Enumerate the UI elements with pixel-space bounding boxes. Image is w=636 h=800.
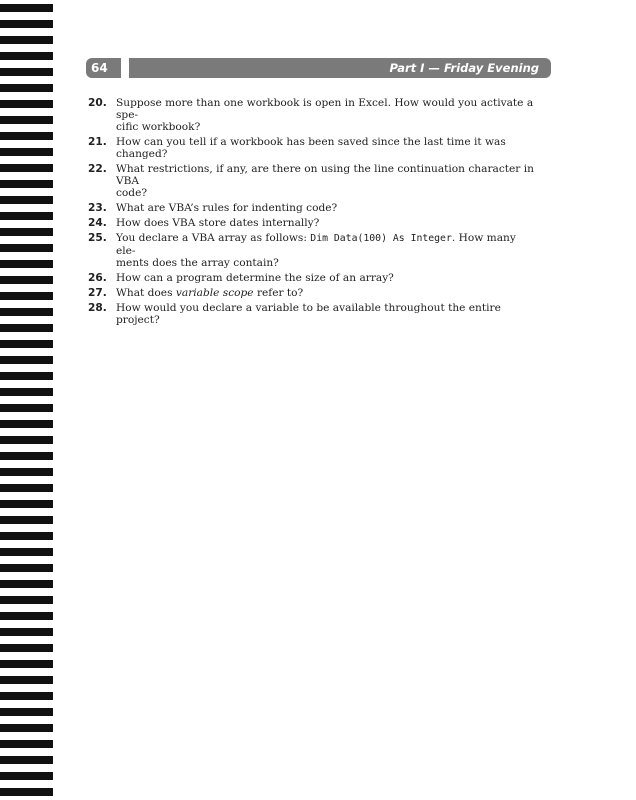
question-number: 28. bbox=[88, 302, 107, 314]
question-text: You declare a VBA array as follows: Dim Data(100) As Integer. How many ele- ments does the array contain? bbox=[116, 232, 516, 269]
question-number: 20. bbox=[88, 97, 107, 109]
question-25 bbox=[88, 232, 538, 269]
question-text: What are VBA’s rules for indenting code? bbox=[116, 202, 338, 214]
question-number: 21. bbox=[88, 136, 107, 148]
question-text: What does variable scope refer to? bbox=[116, 287, 304, 299]
question-26 bbox=[88, 272, 538, 284]
question-text: How can you tell if a workbook has been saved since the last time it was changed? bbox=[116, 136, 506, 160]
section-title-bar: Part I — Friday Evening bbox=[129, 58, 551, 78]
question-text: What restrictions, if any, are there on using the line continuation character in VBA code? bbox=[116, 163, 534, 199]
question-21 bbox=[88, 136, 538, 160]
question-27 bbox=[88, 287, 538, 299]
question-text: How does VBA store dates internally? bbox=[116, 217, 320, 229]
question-number: 22. bbox=[88, 163, 107, 175]
question-number: 27. bbox=[88, 287, 107, 299]
question-text: Suppose more than one workbook is open in Excel. How would you activate a spe- cific workbook? bbox=[116, 97, 534, 133]
question-20 bbox=[88, 97, 538, 133]
question-number: 24. bbox=[88, 217, 107, 229]
question-text: How can a program determine the size of an array? bbox=[116, 272, 394, 284]
question-24 bbox=[88, 217, 538, 229]
emphasis-term: variable scope bbox=[175, 287, 254, 299]
question-23 bbox=[88, 202, 538, 214]
question-22 bbox=[88, 163, 538, 199]
code-snippet: Dim Data(100) As Integer bbox=[310, 233, 452, 244]
question-number: 26. bbox=[88, 272, 107, 284]
question-number: 25. bbox=[88, 232, 107, 244]
page-number-tab: 64 bbox=[86, 58, 121, 78]
binding-stripes bbox=[0, 0, 53, 800]
question-28 bbox=[88, 302, 538, 326]
question-list bbox=[88, 97, 538, 329]
question-number: 23. bbox=[88, 202, 107, 214]
question-text: How would you declare a variable to be available throughout the entire project? bbox=[116, 302, 501, 326]
